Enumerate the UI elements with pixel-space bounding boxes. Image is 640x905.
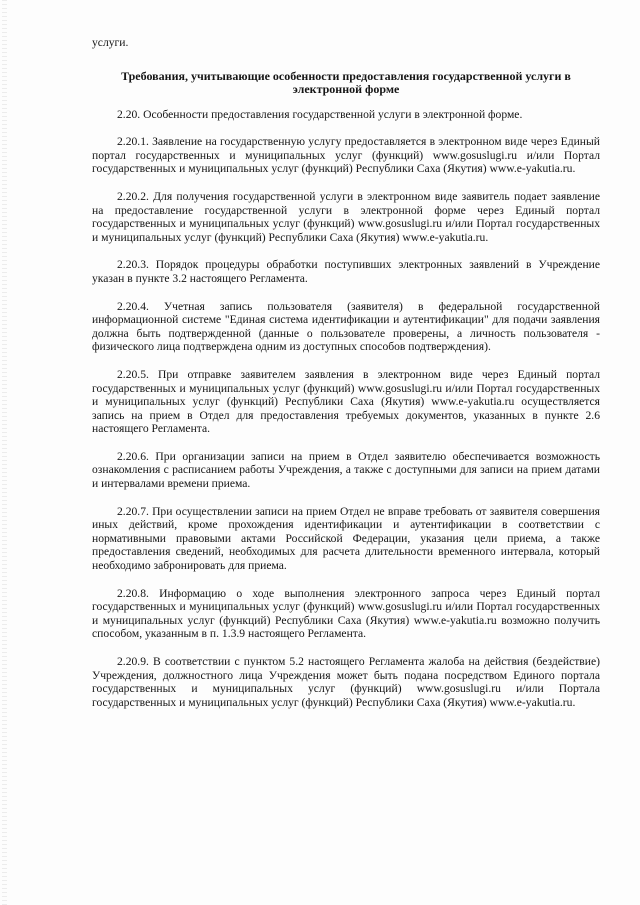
paragraph-2-20-2: 2.20.2. Для получения государственной услуги в электронном виде заявитель подает заявление на предоставление государственной услуги в электронной форме через Единый портал государственных и муниципальных услуг (функций) www.gosuslugi.ru и/или Портал государственных и муниципальных услуг (функций) Республики Саха (Якутия) www.e-yakutia.ru. — [92, 189, 600, 244]
paragraph-2-20-8: 2.20.8. Информацию о ходе выполнения электронного запроса через Единый портал государственных и муниципальных услуг (функций) www.gosuslugi.ru и/или Портал государственных и муниципальных услуг (функций) Республики Саха (Якутия) www.e-yakutia.ru возможно получить способом, указанным в п. 1.3.9 настоящего Регламента. — [92, 586, 600, 641]
paragraph-2-20-7: 2.20.7. При осуществлении записи на прием Отдел не вправе требовать от заявителя совершения иных действий, кроме прохождения идентификации и аутентификации в соответствии с нормативными правовыми актами Российской Федерации, указания цели приема, а также предоставления сведений, необходимых для расчета длительности временного интервала, который необходимо забронировать для приема. — [92, 504, 600, 573]
paragraph-2-20-3: 2.20.3. Порядок процедуры обработки поступивших электронных заявлений в Учреждение указан в пункте 3.2 настоящего Регламента. — [92, 258, 600, 285]
paragraph-2-20-4: 2.20.4. Учетная запись пользователя (заявителя) в федеральной государственной информационной системе "Единая система идентификации и аутентификации" для подачи заявления должна быть подтвержденной (данные о пользователе проверены, а личность пользователя - физического лица подтверждена одним из доступных способов подтверждения). — [92, 299, 600, 354]
paragraph-2-20-6: 2.20.6. При организации записи на прием в Отдел заявителю обеспечивается возможность ознакомления с расписанием работы Учреждения, а также с доступными для записи на прием датами и интервалами времени приема. — [92, 449, 600, 491]
lead-fragment: услуги. — [92, 36, 129, 49]
paragraph-2-20-1: 2.20.1. Заявление на государственную услугу предоставляется в электронном виде через Единый портал государственных и муниципальных услуг (функций) www.gosuslugi.ru и/или Портал государственных и муниципальных услуг (функций) Республики Саха (Якутия) www.e-yakutia.ru. — [92, 135, 600, 176]
paragraph-2-20-5: 2.20.5. При отправке заявителем заявления в электронном виде через Единый портал государственных и муниципальных услуг (функций) www.gosuslugi.ru и/или Портал государственных и муниципальных услуг (функций) Республики Саха (Якутия) www.e-yakutia.ru осуществляется запись на прием в Отдел для предоставления требуемых документов, указанных в пункте 2.6 настоящего Регламента. — [92, 367, 600, 436]
paragraph-2-20-9: 2.20.9. В соответствии с пунктом 5.2 настоящего Регламента жалоба на действия (бездействие) Учреждения, должностного лица Учреждения может быть подана посредством Единого портала государственных и муниципальных услуг (функций) www.gosuslugi.ru и/или Портала государственных и муниципальных услуг (функций) Республики Саха (Якутия) www.e-yakutia.ru. — [92, 655, 600, 709]
paragraph-2-20: 2.20. Особенности предоставления государственной услуги в электронной форме. — [117, 107, 523, 121]
document-body — [92, 36, 600, 721]
section-heading: Требования, учитывающие особенности предоставления государственной услуги в электронной форме — [121, 68, 571, 96]
scan-edge-artifact — [2, 0, 7, 905]
